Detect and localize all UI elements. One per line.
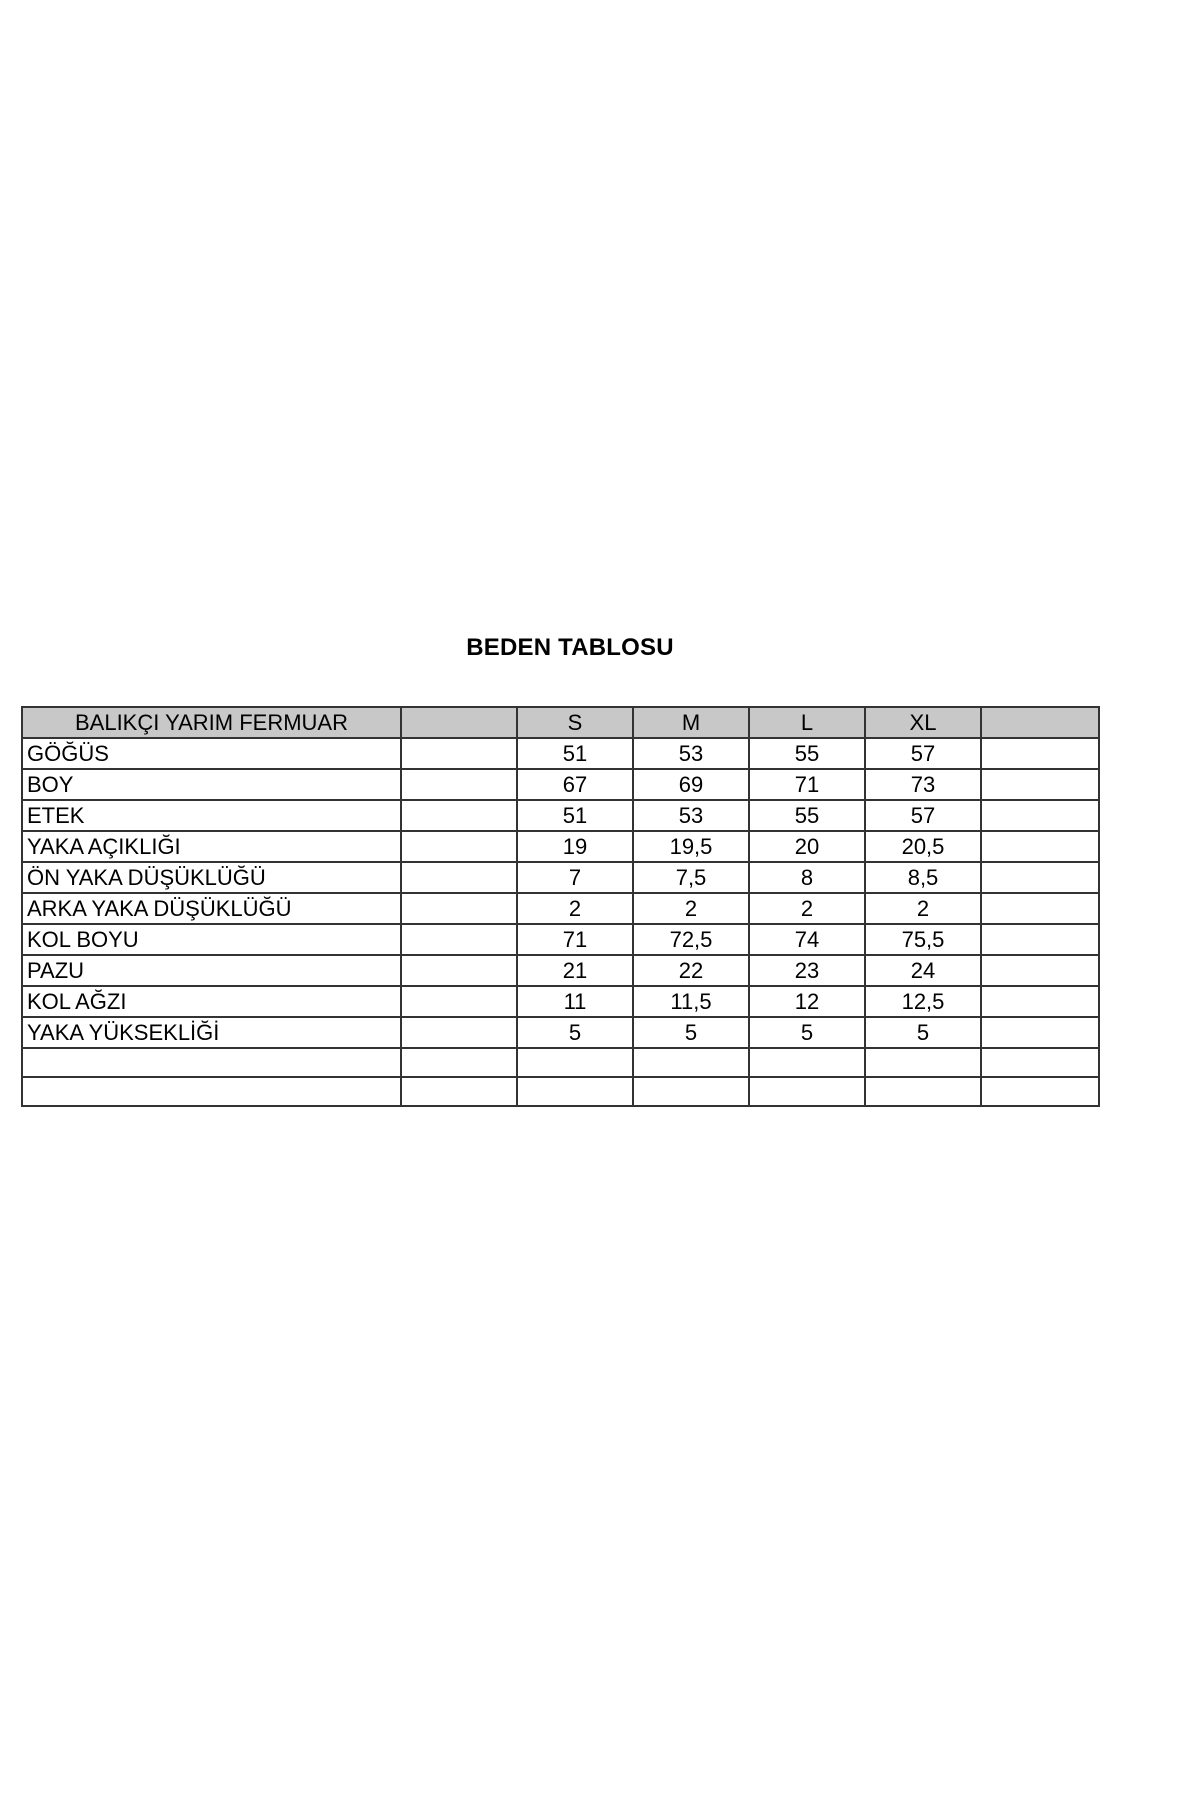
- blank-cell: [401, 955, 517, 986]
- blank-cell: [401, 893, 517, 924]
- value-cell: 5: [749, 1017, 865, 1048]
- blank-cell: [981, 800, 1099, 831]
- value-cell: 22: [633, 955, 749, 986]
- blank-cell: [981, 1048, 1099, 1077]
- value-cell: 57: [865, 738, 981, 769]
- blank-cell: [981, 986, 1099, 1017]
- value-cell: 69: [633, 769, 749, 800]
- value-cell: 72,5: [633, 924, 749, 955]
- value-cell: 53: [633, 738, 749, 769]
- empty-table-row: [22, 1077, 1099, 1106]
- value-cell: 51: [517, 800, 633, 831]
- blank-cell: [981, 769, 1099, 800]
- value-cell: 53: [633, 800, 749, 831]
- blank-cell: [401, 769, 517, 800]
- blank-cell: [865, 1077, 981, 1106]
- value-cell: 2: [749, 893, 865, 924]
- value-cell: 11,5: [633, 986, 749, 1017]
- value-cell: 57: [865, 800, 981, 831]
- value-cell: 5: [517, 1017, 633, 1048]
- value-cell: 73: [865, 769, 981, 800]
- header-size-l: L: [749, 707, 865, 738]
- value-cell: 5: [633, 1017, 749, 1048]
- value-cell: 24: [865, 955, 981, 986]
- value-cell: 11: [517, 986, 633, 1017]
- table-row: [22, 738, 1099, 769]
- value-cell: 19: [517, 831, 633, 862]
- blank-cell: [401, 924, 517, 955]
- table-row: [22, 800, 1099, 831]
- header-blank-cell: [981, 707, 1099, 738]
- table-row: [22, 1017, 1099, 1048]
- value-cell: 8,5: [865, 862, 981, 893]
- value-cell: 12,5: [865, 986, 981, 1017]
- blank-cell: [401, 831, 517, 862]
- header-blank-cell: [401, 707, 517, 738]
- table-header-row: [22, 707, 1099, 738]
- blank-cell: [749, 1077, 865, 1106]
- value-cell: 71: [517, 924, 633, 955]
- value-cell: 20: [749, 831, 865, 862]
- table-row: [22, 924, 1099, 955]
- blank-cell: [401, 800, 517, 831]
- blank-cell: [981, 893, 1099, 924]
- value-cell: 7,5: [633, 862, 749, 893]
- blank-cell: [981, 955, 1099, 986]
- blank-cell: [865, 1048, 981, 1077]
- blank-cell: [401, 1017, 517, 1048]
- value-cell: 2: [633, 893, 749, 924]
- header-size-s: S: [517, 707, 633, 738]
- value-cell: 67: [517, 769, 633, 800]
- value-cell: 75,5: [865, 924, 981, 955]
- blank-cell: [749, 1048, 865, 1077]
- page-title: BEDEN TABLOSU: [466, 634, 674, 661]
- table-row: [22, 831, 1099, 862]
- size-chart-table: [21, 706, 1100, 1107]
- row-label: ÖN YAKA DÜŞÜKLÜĞÜ: [22, 862, 401, 893]
- row-label: KOL AĞZI: [22, 986, 401, 1017]
- blank-cell: [981, 924, 1099, 955]
- blank-cell: [633, 1048, 749, 1077]
- header-size-m: M: [633, 707, 749, 738]
- value-cell: 19,5: [633, 831, 749, 862]
- empty-table-row: [22, 1048, 1099, 1077]
- table-row: [22, 986, 1099, 1017]
- blank-cell: [517, 1077, 633, 1106]
- blank-cell: [22, 1048, 401, 1077]
- value-cell: 71: [749, 769, 865, 800]
- table-row: [22, 862, 1099, 893]
- value-cell: 20,5: [865, 831, 981, 862]
- value-cell: 55: [749, 800, 865, 831]
- row-label: PAZU: [22, 955, 401, 986]
- blank-cell: [981, 831, 1099, 862]
- blank-cell: [401, 1048, 517, 1077]
- row-label: ETEK: [22, 800, 401, 831]
- value-cell: 74: [749, 924, 865, 955]
- blank-cell: [981, 1077, 1099, 1106]
- blank-cell: [401, 986, 517, 1017]
- value-cell: 2: [517, 893, 633, 924]
- blank-cell: [981, 862, 1099, 893]
- row-label: YAKA AÇIKLIĞI: [22, 831, 401, 862]
- row-label: ARKA YAKA DÜŞÜKLÜĞÜ: [22, 893, 401, 924]
- row-label: BOY: [22, 769, 401, 800]
- table-row: [22, 893, 1099, 924]
- row-label: YAKA YÜKSEKLİĞİ: [22, 1017, 401, 1048]
- blank-cell: [401, 1077, 517, 1106]
- blank-cell: [633, 1077, 749, 1106]
- table-row: [22, 769, 1099, 800]
- value-cell: 12: [749, 986, 865, 1017]
- value-cell: 51: [517, 738, 633, 769]
- value-cell: 23: [749, 955, 865, 986]
- value-cell: 21: [517, 955, 633, 986]
- value-cell: 8: [749, 862, 865, 893]
- row-label: GÖĞÜS: [22, 738, 401, 769]
- header-product-label: BALIKÇI YARIM FERMUAR: [22, 707, 401, 738]
- blank-cell: [22, 1077, 401, 1106]
- blank-cell: [981, 1017, 1099, 1048]
- header-size-xl: XL: [865, 707, 981, 738]
- value-cell: 7: [517, 862, 633, 893]
- value-cell: 2: [865, 893, 981, 924]
- value-cell: 5: [865, 1017, 981, 1048]
- blank-cell: [517, 1048, 633, 1077]
- row-label: KOL BOYU: [22, 924, 401, 955]
- blank-cell: [401, 862, 517, 893]
- value-cell: 55: [749, 738, 865, 769]
- table-row: [22, 955, 1099, 986]
- blank-cell: [981, 738, 1099, 769]
- blank-cell: [401, 738, 517, 769]
